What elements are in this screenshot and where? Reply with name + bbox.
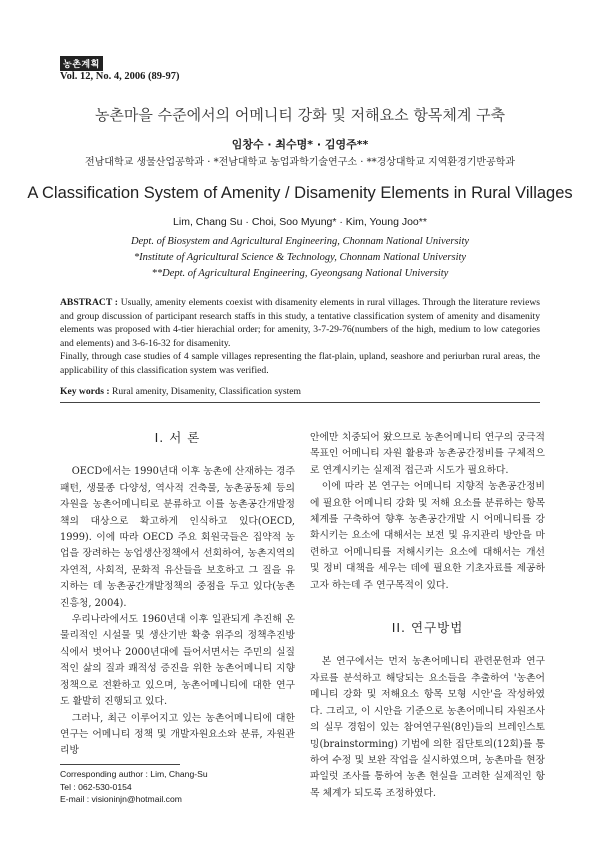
- english-affiliation-3: **Dept. of Agricultural Engineering, Gyeongsang National University: [151, 268, 449, 279]
- section-1-paragraph-1: OECD에서는 1990년대 이후 농촌에 산재하는 경주패턴, 생물종 다양성, 역사적 건축물, 농촌공동체 등의 자원을 농촌어메니티로 분류하고 이를 농촌공간개발정책의 대상으로 확고하게 인식하고 있다(OECD, 1999). 이에 따라 OECD 주요 회원국들은 집약적 농업을 장려하는 농업생산정책에서 선회하여, 농촌지역의 자연적, 사회적, 문화적 유산들을 보호하고 그 질을 유지하는 데 농촌공간개발정책의 중점을 두고 있다(농촌진흥청, 2004).: [60, 466, 295, 609]
- abstract-label: ABSTRACT :: [60, 297, 118, 308]
- right-column: [310, 430, 545, 802]
- abstract-text-1: Usually, amenity elements coexist with disamenity elements in rural villages. Through the literature reviews and group discussion of participant research staffs in this study, a tentative classification system of amenity and disamenity elements was proposed with 4-tier hierachial order; for amenity, 3-7-29-76(numbers of the high, medium to low categories and elements) and 3-6-16-32 for disamenity.: [60, 297, 541, 349]
- korean-authors: 임창수 · 최수명* · 김영주**: [231, 138, 369, 151]
- left-column: [60, 430, 295, 760]
- english-affiliation-1: Dept. of Biosystem and Agricultural Engineering, Chonnam National University: [130, 236, 470, 247]
- section-1-paragraph-3: 그러나, 최근 이루어지고 있는 농촌어메니티에 대한 연구는 어메니티 정책 및 개발자원요소와 분류, 자원관리방: [60, 712, 295, 757]
- section-1-paragraph-2: 우리나라에서도 1960년대 이후 일관되게 추진해 온 물리적인 시설물 및 생산기반 확충 위주의 정책추진방식에서 벗어나 2000년대에 들어서면서는 주민의 실질적인 삶의 질과 쾌적성 증진을 위한 농촌어메니티 지향 정책으로 전환하고 있으며, 농촌어메니티에 대한 연구도 활발히 진행되고 있다.: [60, 614, 295, 708]
- abstract-paragraph-2: Finally, through case studies of 4 sample villages representing the flat-plain, upland, seashore and periurban rural areas, the applicability of this classification system was verified.: [60, 351, 540, 376]
- volume-line: Vol. 12, No. 4, 2006 (89-97): [60, 71, 180, 82]
- footnote-divider: [60, 764, 180, 765]
- email: E-mail : visioninjn@hotmail.com: [60, 794, 182, 805]
- section-1-heading: I. 서 론: [154, 430, 201, 445]
- english-title: A Classification System of Amenity / Disamenity Elements in Rural Villages: [27, 184, 573, 202]
- section-2-paragraph: 본 연구에서는 먼저 농촌어메니티 관련문헌과 연구자료를 분석하고 해당되는 요소들을 추출하여 '농촌어메니티 강화 및 저해요소 항목 모형 시안'을 작성하였다. 그리고, 이 시안을 기준으로 농촌어메니티 자원조사의 실무 경험이 있는 참여연구원(8인)들의 브레인스토밍(brainstorming) 기법에 의한 집단토의(12회)를 통하여 수정 및 보완 작업을 실시하였으며, 농촌마을 현장 파일럿 조사를 통하여 농촌 현실을 고려한 실제적인 항목 체계가 되도록 조정하였다.: [310, 656, 545, 799]
- abstract-paragraph-1: [60, 296, 540, 350]
- korean-title: 농촌마을 수준에서의 어메니티 강화 및 저해요소 항목체계 구축: [94, 106, 506, 124]
- abstract: [60, 296, 540, 377]
- abstract-divider: [60, 402, 540, 403]
- english-authors: Lim, Chang Su · Choi, Soo Myung* · Kim, Young Joo**: [173, 216, 427, 228]
- section-2-heading: II. 연구방법: [391, 620, 464, 636]
- korean-affiliations: 전남대학교 생물산업공학과 · *전남대학교 농업과학기술연구소 · **경상대학교 지역환경기반공학과: [84, 157, 515, 168]
- keywords: [60, 386, 540, 397]
- keywords-label: Key words :: [60, 386, 110, 397]
- footnote: [60, 768, 208, 806]
- keywords-text: Rural amenity, Disamenity, Classification system: [111, 386, 301, 397]
- english-affiliation-2: *Institute of Agricultural Science & Technology, Chonnam National University: [133, 252, 467, 263]
- corresponding-author: Corresponding author : Lim, Chang-Su: [60, 769, 208, 779]
- section-1-continuation: 안에만 치중되어 왔으므로 농촌어메니티 연구의 궁극적 목표인 어메니티 자원 활용과 농촌공간정비를 구체적으로 연계시키는 실제적 접근과 시도가 필요하다.: [310, 432, 545, 476]
- telephone: Tel : 062-530-0154: [60, 781, 132, 792]
- journal-badge: 농촌계획: [60, 56, 103, 71]
- section-1-paragraph-4: 이에 따라 본 연구는 어메니티 지향적 농촌공간정비에 필요한 어메니티 강화 및 저해 요소를 분류하는 항목 체계를 구축하여 향후 농촌공간개발 시 어메니티를 강화시키는 요소에 대해서는 보전 및 유지관리 방안을 마련하고 어메니티를 저해시키는 요소에 대해서는 개선 및 정비 대책을 세우는 데에 필요한 기초자료를 제공하고자 하는데 주 연구목적이 있다.: [310, 481, 545, 591]
